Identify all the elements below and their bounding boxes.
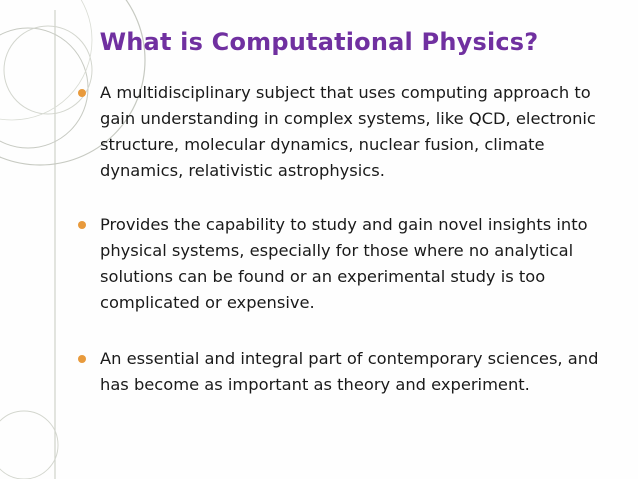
bullet-text: Provides the capability to study and gain novel insights into physical systems, especially for those where no analytical solutions can be found or an experimental study is too complicated or expensive.	[100, 215, 588, 312]
bullet-item	[78, 346, 626, 398]
bullet-list	[78, 80, 626, 398]
bullet-dot-icon	[78, 221, 86, 229]
bullet-text: A multidisciplinary subject that uses computing approach to gain understanding in complex systems, like QCD, electronic structure, molecular dynamics, nuclear fusion, climate dynamics, relativistic astrophysics.	[100, 83, 596, 180]
decor-circle-bottom	[0, 411, 58, 479]
bullet-dot-icon	[78, 355, 86, 363]
slide-title: What is Computational Physics?	[99, 28, 539, 56]
bullet-item	[78, 80, 626, 184]
bullet-text: An essential and integral part of contemporary sciences, and has become as important as theory and experiment.	[100, 349, 599, 394]
bullet-item	[78, 212, 626, 316]
bullet-dot-icon	[78, 89, 86, 97]
